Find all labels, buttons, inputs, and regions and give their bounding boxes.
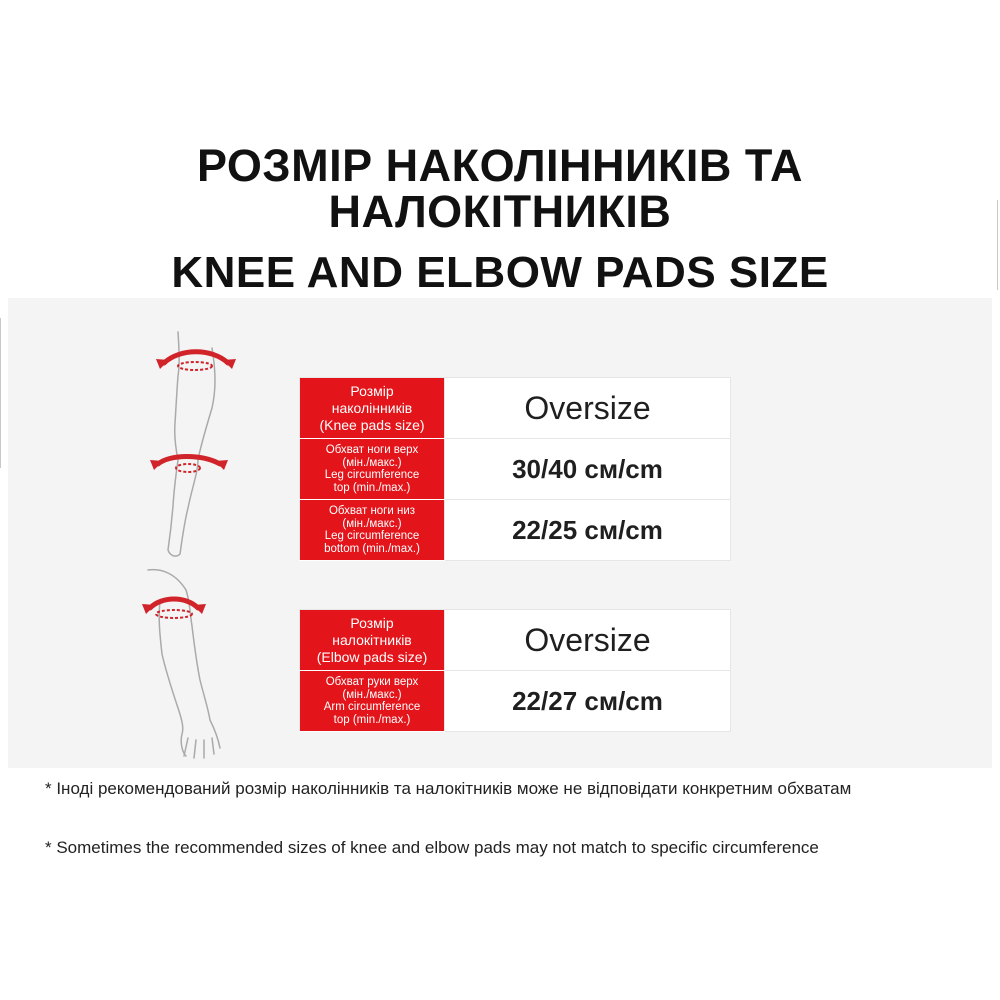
arm-measure-icon <box>138 562 238 762</box>
label-line: Leg circumference <box>324 469 420 481</box>
label-line: наколінників <box>331 399 413 416</box>
note-ua: * Іноді рекомендований розмір наколінників та налокітників може не відповідати конкретним обхватам <box>45 779 852 798</box>
label-line: Arm circumference <box>323 701 421 713</box>
label-line: (мін./макс.) <box>342 517 402 530</box>
elbow-size-value: Oversize <box>445 610 731 671</box>
label-line: Розмір <box>350 614 394 631</box>
table-row <box>300 610 731 671</box>
leg-bottom-value: 22/25 см/cm <box>445 500 731 561</box>
note-en: * Sometimes the recommended sizes of knee and elbow pads may not match to specific circumference <box>45 838 819 857</box>
leg-top-value: 30/40 см/cm <box>445 439 731 500</box>
label-line: (мін./макс.) <box>342 688 402 701</box>
label-line: налокітників <box>332 631 412 648</box>
label-line: (мін./макс.) <box>342 456 402 469</box>
label-cell <box>300 378 445 439</box>
knee-size-table <box>299 377 731 561</box>
label-line: Обхват руки верх <box>325 676 419 688</box>
elbow-size-table <box>299 609 731 732</box>
frame-left-line <box>0 318 1 468</box>
label-line: (Knee pads size) <box>319 416 425 433</box>
title-en: KNEE AND ELBOW PADS SIZE <box>171 248 829 297</box>
title-ua-line1: РОЗМІР НАКОЛІННИКІВ ТА <box>197 140 803 191</box>
knee-size-value: Oversize <box>445 378 731 439</box>
arm-top-value: 22/27 см/cm <box>445 671 731 732</box>
table-row <box>300 671 731 732</box>
label-line: top (min./max.) <box>333 481 411 494</box>
title-ua-line2: НАЛОКІТНИКІВ <box>328 186 672 237</box>
label-cell <box>300 439 445 500</box>
label-line: Розмір <box>350 382 394 399</box>
label-line: top (min./max.) <box>333 713 411 726</box>
label-line: Обхват ноги низ <box>328 505 416 517</box>
leg-measure-icon <box>140 328 240 560</box>
label-cell <box>300 610 445 671</box>
label-cell <box>300 671 445 732</box>
label-line: (Elbow pads size) <box>316 648 428 665</box>
table-row <box>300 500 731 561</box>
label-cell <box>300 500 445 561</box>
label-line: Leg circumference <box>324 530 420 542</box>
label-line: bottom (min./max.) <box>324 542 420 555</box>
table-row <box>300 439 731 500</box>
table-row <box>300 378 731 439</box>
label-line: Обхват ноги верх <box>325 444 419 456</box>
